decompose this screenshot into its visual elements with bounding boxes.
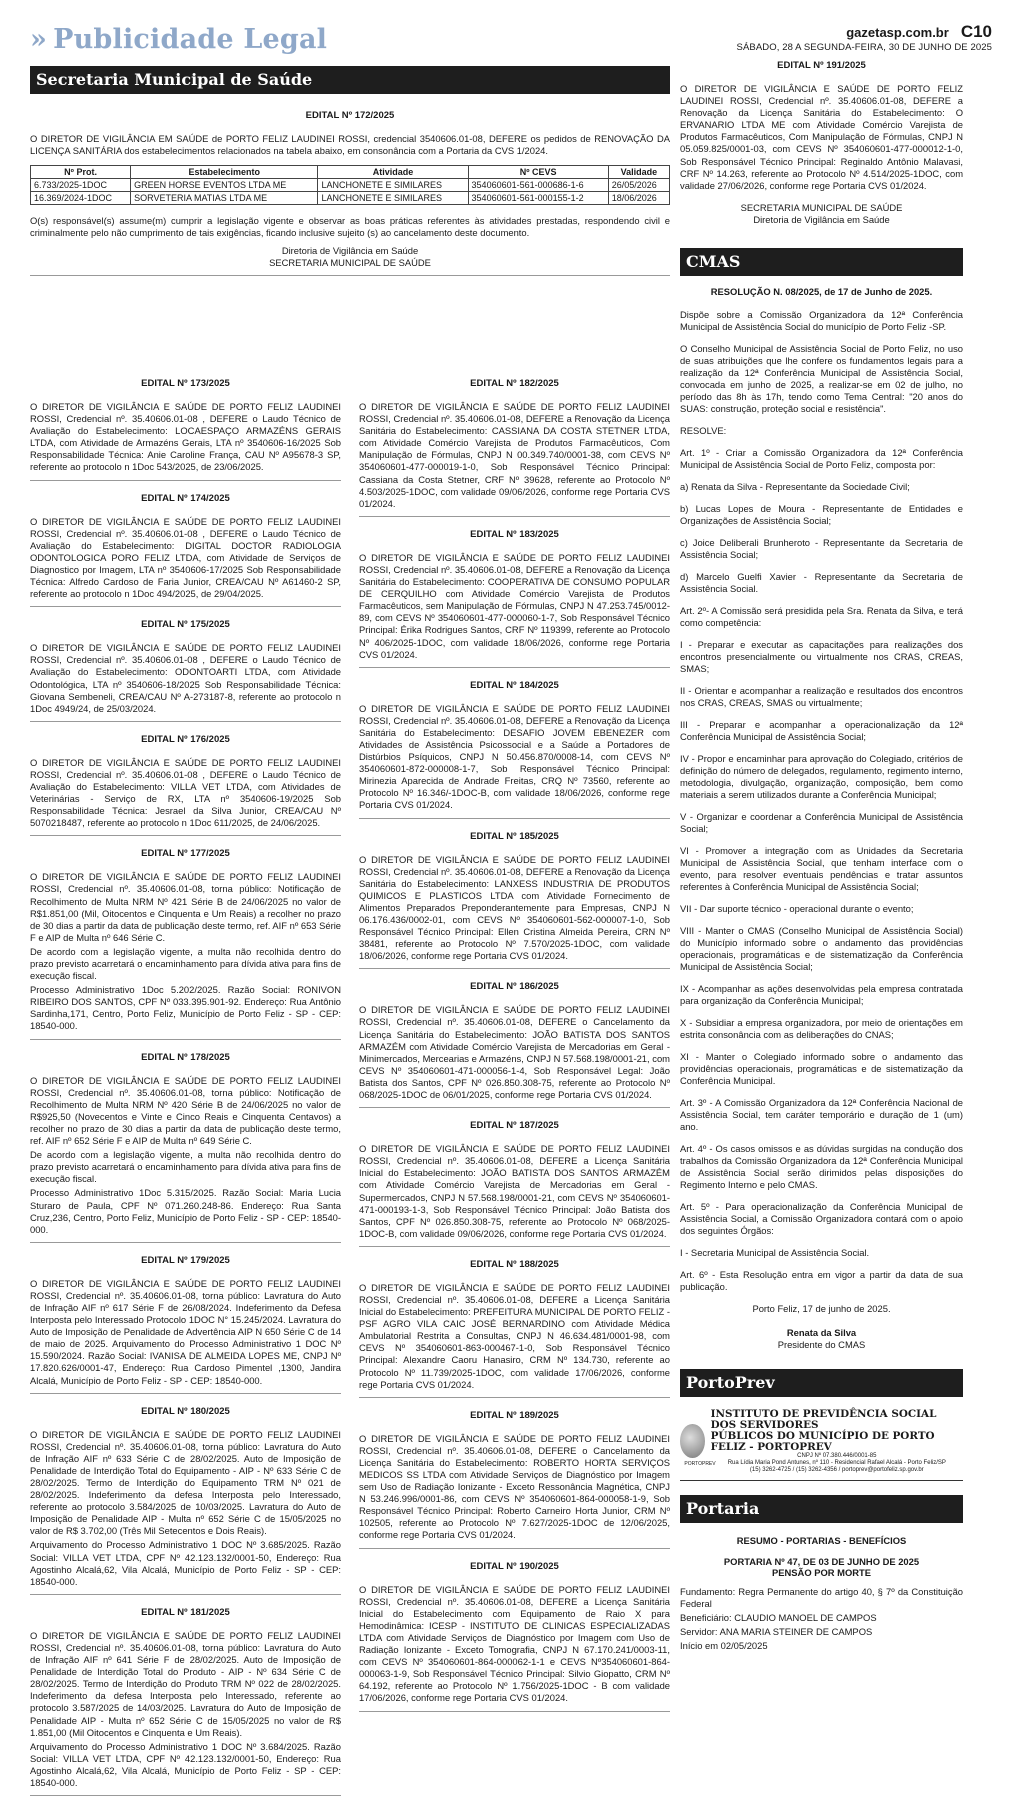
page-number: C10: [960, 22, 992, 41]
divider: [359, 516, 670, 517]
edital-title: EDITAL Nº 172/2025: [305, 110, 395, 121]
resolution-paragraph: VIII - Manter o CMAS (Conselho Municipal de Assistência Social) do Município informado sobre o andamento das providências operacionais, programáticas e de sistematização da Conferência Municipal de Assistência Social;: [680, 924, 963, 972]
institute-contact: (15) 3262-4725 / (15) 3262-4356 / portoprev@portofeliz.sp.gov.br: [749, 1466, 924, 1473]
resolution-paragraph: d) Marcelo Guelfi Xavier - Representante da Secretaria de Assistência Social.: [680, 570, 963, 594]
edital-block: [359, 529, 670, 668]
edital-paragraph: De acordo com a legislação vigente, a multa não recolhida dentro do prazo previsto acarretará o encaminhamento para dívida ativa para fins de execução fiscal.: [30, 1149, 341, 1185]
table-cell: 26/05/2026: [608, 179, 669, 192]
edital-paragraph: O DIRETOR DE VIGILÂNCIA E SAÚDE DE PORTO FELIZ LAUDINEI ROSSI, Credencial nº. 35.40606.01-08, DEFERE a Renovação da Licença Sanitária do Estabelecimento: COOPERATIVA DE CONSUMO POPULAR DE CERQUILHO com Atividade Comércio Varejista de Produtos Farmacêuticos, sem Manipulação de Fórmulas, CNPJ N 47.253.745/0012-89, com CEVS Nº 354060601-477-000060-1-7, Sob Responsável Técnico Principal: Érika Rodrigues Santos, CRF Nº 119399, referente ao Protocolo Nº 406/2025-1DOC, com validade 18/06/2026, conforme rege Portaria CVS 01/2024.: [359, 551, 670, 660]
divider: [359, 1107, 670, 1108]
resolution-paragraph: b) Lucas Lopes de Moura - Representante de Entidades e Organizações de Assistência Social;: [680, 502, 963, 526]
signature-line: SECRETARIA MUNICIPAL DE SAÚDE: [269, 257, 431, 269]
edital-block: [30, 1052, 341, 1243]
edital-title: EDITAL Nº 175/2025: [141, 619, 230, 631]
portaria-line: Servidor: ANA MARIA STEINER DE CAMPOS: [680, 1626, 873, 1638]
signature-line: Diretoria de Vigilância em Saúde: [753, 213, 890, 225]
portaria-subtitle: PENSÃO POR MORTE: [772, 1566, 871, 1578]
divider: [30, 275, 670, 276]
resolution-paragraph: RESOLVE:: [680, 424, 727, 436]
table-row: [31, 179, 670, 192]
resolution-paragraph: VI - Promover a integração com as Unidades da Secretaria Municipal de Assistência Social, que tenham interface com o evento, para resolver eventuais pendências e tratar assuntos referentes à Conferência Municipal de Assistência Social;: [680, 844, 963, 892]
table-cell: SORVETERIA MATIAS LTDA ME: [131, 192, 318, 205]
table-cell: 16.369/2024-1DOC: [31, 192, 131, 205]
resolution-paragraph: I - Secretaria Municipal de Assistência Social.: [680, 1246, 870, 1258]
edital-paragraph: O DIRETOR DE VIGILÂNCIA E SAÚDE DE PORTO FELIZ LAUDINEI ROSSI, Credencial nº. 35.40606.01-08, DEFERE a Renovação da Licença Sanitária do Estabelecimento: LANXESS INDUSTRIA DE PRODUTOS QUIMICOS E PLASTICOS LTDA com Atividade Fornecimento de Alimentos Preparados Preponderantemente para Empresas, CNPJ N 06.176.436/0002-01, com CEVS Nº 354060601-562-000007-1-0, Sob Responsável Técnico Principal: Ellen Cristina Almeida Pereira, CRN Nº 38481, referente ao Protocolo Nº 7.570/2025-1DOC, com validade 18/06/2026, conforme rege Portaria CVS 01/2024.: [359, 853, 670, 962]
table-cell: 6.733/2025-1DOC: [31, 179, 131, 192]
edital-title: EDITAL Nº 187/2025: [470, 1120, 559, 1132]
section-title: » Publicidade Legal: [30, 24, 328, 55]
edital-block: [359, 378, 670, 517]
resolution-paragraph: II - Orientar e acompanhar a realização e resultados dos encontros nos CRAS, CREAS, SMAS ou virtualmente;: [680, 684, 963, 708]
edital-title: EDITAL Nº 191/2025: [777, 60, 866, 71]
divider: [359, 818, 670, 819]
edital-paragraph: O DIRETOR DE VIGILÂNCIA E SAÚDE DE PORTO FELIZ LAUDINEI ROSSI, Credencial nº. 35.40606.01-08, torna público: Lavratura do Auto de Infração AIF nº 641 Série F de 28/02/2025. Auto de Imposição de Penalidade de Interdição Total do Produto - AIP - Nº 634 Série C de 28/02/2025. Termo de Interdição do Produto TRM Nº 022 de 28/02/2025. Indeferimento da defesa Interposta pelo Interessado, referente ao protocolo 3.587/2025 de 14/03/2025. Lavratura do Auto de Imposição de Penalidade AIP - Multa nº 652 Série C de 15/05/2025 no valor de R$ 1.851,00 (Mil Oitocentos e Cinquenta e Um Reais).: [30, 1629, 341, 1738]
section-header-portaria: Portaria: [680, 1495, 963, 1523]
table-row: [31, 192, 670, 205]
resolution-paragraph: c) Joice Deliberali Brunheroto - Representante da Secretaria de Assistência Social;: [680, 536, 963, 560]
edital-block: [359, 981, 670, 1108]
edital-paragraph: O DIRETOR DE VIGILÂNCIA E SAÚDE DE PORTO FELIZ LAUDINEI ROSSI, Credencial nº. 35.40606.01-08, DEFERE a Licença Sanitária Inicial do Estabelecimento com Equipamento de Raio X para Hemodinâmica: ICESP - INSTITUTO DE CLINICAS ESPECIALIZADAS LTDA com Atividade Serviços de Diagnóstico por Imagem com Uso de Radiação Ionizante - Exceto Tomografia, CNPJ N 67.170.241/0003-11, com CEVS Nº 354060601-864-000062-1-1 e CEVS Nº354060601-864-000063-1-9, Sob Responsável Técnico Principal: Silvio Giopatto, CRM Nº 64.192, referente ao Protocolo Nº 1.756/2025-1DOC - B com validade 17/06/2026, conforme rege Portaria CVS 01/2024.: [359, 1583, 670, 1704]
divider: [359, 667, 670, 668]
resolution-paragraph: V - Organizar e coordenar a Conferência Municipal de Assistência Social;: [680, 810, 963, 834]
divider: [30, 1393, 341, 1394]
edital-paragraph: O DIRETOR DE VIGILÂNCIA E SAÚDE DE PORTO FELIZ LAUDINEI ROSSI, Credencial nº. 35.40606.01-08, DEFERE a Licença Sanitária Inicial do Estabelecimento: PREFEITURA MUNICIPAL DE PORTO FELIZ - PSF AGRO VILA CAIC JOSÉ BERNARDINO com Atividade Médica Ambulatorial Restrita a Consultas, CNPJ N 46.634.481/0001-98, com CEVS Nº 354060601-863-000467-1-0, Sob Responsável Técnico Principal: Alexandre Caoru Hanasiro, CRM Nº 134.730, referente ao Protocolo Nº 11.739/2025-1DOC, com validade 17/06/2026, conforme rege Portaria CVS 01/2024.: [359, 1281, 670, 1390]
table-cell: LANCHONETE E SIMILARES: [318, 179, 468, 192]
table-header: Nº CEVS: [468, 166, 608, 179]
edital-block: [359, 1120, 670, 1247]
portoprev-banner: [680, 1403, 963, 1481]
resolution-paragraph: O Conselho Municipal de Assistência Social de Porto Feliz, no uso de suas atribuições que lhe confere os fundamentos legais para a realização da 12ª Conferência Municipal de Assistência Social, convocada em junho de 2025, a realizar-se em 02 de julho, no período das 8h às 17h, tendo como Tema Central: "20 anos do SUAS: construção, proteção social e resistência".: [680, 342, 963, 414]
edital-block: [30, 1406, 341, 1595]
edital-paragraph: Processo Administrativo 1Doc 5.315/2025. Razão Social: Maria Lucia Sturaro de Paula, CPF Nº 071.260.248-86. Endereço: Rua Santa Cruz,236, Centro, Porto Feliz, Município de Porto Feliz - SP - CEP: 18540-000.: [30, 1187, 341, 1235]
edital-paragraph: O DIRETOR DE VIGILÂNCIA E SAÚDE DE PORTO FELIZ LAUDINEI ROSSI, Credencial nº. 35.40606.01-08, torna público: Lavratura do Auto de Infração AIF nº 617 Série F de 26/08/2024. Indeferimento da Defesa Interposta pelo Interessado Protocolo 1DOC N° 15.245/2024. Lavratura do Auto de Imposição de Penalidade de Advertência AIP N 650 Série C de 14 de maio de 2025. Arquivamento do Processo Administrativo 1 DOC Nº 15.590/2024. Razão Social: IVANISA DE ALMEIDA LOPES ME, CNPJ Nº 17.820.626/0001-47, Endereço: Rua Cardoso Pimentel ,1300, Jandira Alcalá, Município de Porto Feliz - SP - CEP: 18540-000.: [30, 1277, 341, 1386]
divider: [30, 480, 341, 481]
edital-title: EDITAL Nº 185/2025: [470, 830, 559, 842]
institute-name: PÚBLICOS DO MUNICÍPIO DE PORTO FELIZ - PORTOPREV: [710, 1429, 935, 1453]
portaria-block: [680, 1535, 963, 1652]
portaria-line: Beneficiário: CLAUDIO MANOEL DE CAMPOS: [680, 1612, 877, 1624]
divider: [30, 606, 341, 607]
edital-text: O DIRETOR DE VIGILÂNCIA EM SAÚDE de PORTO FELIZ LAUDINEI ROSSI, credencial 3540606.01-08, DEFERE os pedidos de RENOVAÇÃO DA LICENÇA SANITÁRIA dos estabelecimentos relacionados na tabela abaixo, em consonância com a Portaria da CVS 1/2024.: [30, 133, 670, 157]
edital-paragraph: O DIRETOR DE VIGILÂNCIA E SAÚDE DE PORTO FELIZ LAUDINEI ROSSI, Credencial nº. 35.40606.01-08 , DEFERE o Laudo Técnico de Avaliação do Estabelecimento: DIGITAL DOCTOR RADIOLOGIA ODONTOLOGICA PORO FELIZ LTDA, com Atividade de Serviços de Diagnostico por Imagem, LTA nº 3540606-17/2025 Sob Responsabilidade Técnica: Alfredo Cardoso de Faria Junior, CREA/CAU Nº A61460-2 SP, referente ao protocolo n 1Doc 494/2025, de 29/04/2025.: [30, 515, 341, 600]
resolution-paragraph: VII - Dar suporte técnico - operacional durante o evento;: [680, 902, 914, 914]
logo-caption: PORTOPREV: [684, 1461, 716, 1468]
signer-name: Renata da Silva: [786, 1326, 857, 1338]
edital-paragraph: Arquivamento do Processo Administrativo 1 DOC Nº 3.684/2025. Razão Social: VILLA VET LTDA, CPF Nº 42.123.132/0001-50, Endereço: Rua Agostinho Alcalá,62, Vila Alcalá, Município de Porto Feliz - SP - CEP: 18540-000.: [30, 1740, 341, 1788]
divider: [359, 1711, 670, 1712]
edital-paragraph: Processo Administrativo 1Doc 5.202/2025. Razão Social: RONIVON RIBEIRO DOS SANTOS, CPF Nº 033.395.901-92. Endereço: Rua Antônio Sardinha,171, Centro, Porto Feliz, Município de Porto Feliz - SP - CEP: 18540-000.: [30, 984, 341, 1032]
resolution-paragraph: I - Preparar e executar as capacitações para realizações dos encontros presencialmente ou virtualmente nos CRAS, CREAS, SMAS;: [680, 638, 963, 674]
edital-title: EDITAL Nº 190/2025: [470, 1560, 559, 1572]
masthead-info: [737, 22, 992, 53]
table-cell: LANCHONETE E SIMILARES: [318, 192, 468, 205]
divider: [30, 1594, 341, 1595]
resolution-paragraph: XI - Manter o Colegiado informado sobre o andamento das providências operacionais, programáticas e de sistematização da Conferência Municipal.: [680, 1050, 963, 1086]
table-header: Estabelecimento: [131, 166, 318, 179]
edital-paragraph: O DIRETOR DE VIGILÂNCIA E SAÚDE DE PORTO FELIZ LAUDINEI ROSSI, Credencial nº. 35.40606.01-08 , DEFERE o Laudo Técnico de Avaliação do Estabelecimento: VILLA VET LTDA, com Atividades de Veterinárias - Serviço de RX, LTA nº 3540606-19/2025 Sob Responsabilidade Técnica: Jesrael da Silva Junior, CREA/CAU Nº 5070218487, referente ao protocolo n 1Doc 611/2025, de 24/06/2025.: [30, 756, 341, 829]
edital-paragraph: Arquivamento do Processo Administrativo 1 DOC Nº 3.685/2025. Razão Social: VILLA VET LTDA, CPF Nº 42.123.132/0001-50, Endereço: Rua Agostinho Alcalá,62, Vila Alcalá, Município de Porto Feliz - SP - CEP: 18540-000.: [30, 1539, 341, 1587]
edital-block: [359, 1561, 670, 1712]
edital-title: EDITAL Nº 183/2025: [470, 528, 559, 540]
edital-title: EDITAL Nº 182/2025: [470, 378, 559, 389]
table-header: Atividade: [318, 166, 468, 179]
edital-block: [359, 680, 670, 819]
edital-191: [680, 60, 963, 226]
resolution-paragraph: IV - Propor e encaminhar para aprovação do Colegiado, critérios de definição do número de delegados, regulamento, regimento interno, metodologia, divulgação, organização, composição, bem como materiais a serem utilizados durante a Conferência Municipal;: [680, 752, 963, 800]
left-area: [30, 66, 670, 1788]
edital-paragraph: O DIRETOR DE VIGILÂNCIA E SAÚDE DE PORTO FELIZ LAUDINEI ROSSI, Credencial nº. 35.40606.01-08, DEFERE a Renovação da Licença Sanitária do Estabelecimento: CASSIANA DA COSTA STETNER LTDA, com Atividade Comércio Varejista de Produtos Farmacêuticos, Com Manipulação de Fórmulas, CNPJ N 00.349.740/0001-38, com CEVS Nº 354060601-477-000019-1-0, Sob Responsável Técnico Principal: Cassiana da Costa Stetner, CRF Nº 39628, referente ao Protocolo Nº 4.503/2025-1DOC, com validade 09/06/2026, conforme rege Portaria CVS 01/2024.: [359, 401, 670, 509]
edital-paragraph: O DIRETOR DE VIGILÂNCIA E SAÚDE DE PORTO FELIZ LAUDINEI ROSSI, Credencial nº. 35.40606.01-08 , DEFERE o Laudo Técnico de Avaliação do Estabelecimento: LOCAESPAÇO ARMAZÉNS GERAIS LTDA, com Atividade de Armazéns Gerais, LTA nº 3540606-16/2025 Sob Responsabilidade Técnica: Anie Caroline França, CAU Nº A95678-3 SP, referente ao protocolo n 1Doc 543/2025, de 23/06/2025.: [30, 401, 341, 473]
edital-title: EDITAL Nº 176/2025: [141, 733, 230, 745]
portaria-line: Fundamento: Regra Permanente do artigo 40, § 7º da Constituição Federal: [680, 1585, 963, 1609]
divider: [30, 721, 341, 722]
edital-paragraph: O DIRETOR DE VIGILÂNCIA E SAÚDE DE PORTO FELIZ LAUDINEI ROSSI, Credencial nº. 35.40606.01-08, DEFERE a Licença Sanitária Inicial do Estabelecimento: JOÃO BATISTA DOS SANTOS ARMAZÉM com Atividade Comércio Varejista de Mercadorias em Geral - Supermercados, CNPJ N 57.568.198/0001-21, com CEVS Nº 354060601-471-000193-1-3, Sob Responsável Técnico Principal: João Batista dos Santos, CPF Nº 026.850.308-75, referente ao Protocolo Nº 068/2025-1DOC-B, com validade 09/06/2026, conforme rege Portaria CVS 01/2024.: [359, 1143, 670, 1239]
double-chevron-icon: »: [30, 24, 48, 55]
issue-date: SÁBADO, 28 A SEGUNDA-FEIRA, 30 DE JUNHO DE 2025: [736, 42, 992, 53]
portaria-title: PORTARIA Nº 47, DE 03 DE JUNHO DE 2025: [723, 1555, 920, 1567]
table-cell: 18/06/2026: [608, 192, 669, 205]
edital-title: EDITAL Nº 178/2025: [141, 1051, 230, 1063]
edital-block: [30, 378, 341, 481]
table-header: Nº Prot.: [31, 166, 131, 179]
divider: [30, 1795, 341, 1796]
institute-address: Rua Lídia Maria Pond Antunes, nº 110 - Residencial Rafael Alcalá - Porto Feliz/SP: [727, 1459, 946, 1466]
edital-block: [359, 831, 670, 970]
resolution-paragraph: IX - Acompanhar as ações desenvolvidas pela empresa contratada para organização da Conferência Municipal;: [680, 982, 963, 1006]
divider: [359, 1548, 670, 1549]
resolution-paragraph: X - Subsidiar a empresa organizadora, por meio de orientações em estrita consonância com as deliberações do CNAS;: [680, 1016, 963, 1040]
divider: [30, 1039, 341, 1040]
edital-title: EDITAL Nº 181/2025: [141, 1606, 230, 1618]
edital-block: [30, 734, 341, 837]
institute-cnpj: CNPJ Nº 07.380.446/0001-85: [797, 1452, 877, 1459]
edital-title: EDITAL Nº 173/2025: [141, 378, 230, 389]
table-cell: 354060601-561-000155-1-2: [468, 192, 608, 205]
divider: [359, 1397, 670, 1398]
establishments-table: [30, 165, 670, 205]
edital-title: EDITAL Nº 177/2025: [141, 848, 230, 860]
edital-title: EDITAL Nº 186/2025: [470, 981, 559, 993]
resolution-paragraph: Art. 3º - A Comissão Organizadora da 12ª Conferência Nacional de Assistência Social, tem caráter temporário e duração de 1 (um) ano.: [680, 1096, 963, 1132]
section-header-cmas: CMAS: [680, 248, 963, 276]
divider: [30, 1242, 341, 1243]
edital-block: [30, 619, 341, 722]
edital-title: EDITAL Nº 184/2025: [470, 679, 559, 691]
edital-paragraph: O DIRETOR DE VIGILÂNCIA E SAÚDE DE PORTO FELIZ LAUDINEI ROSSI, Credencial nº. 35.40606.01-08, DEFERE o Cancelamento da Licença Sanitária do Estabelecimento: JOÃO BATISTA DOS SANTOS ARMAZÉM com Atividade Comércio Varejista de Mercadorias em Geral - Minimercados, Mercearias e Armazéns, CNPJ N 57.568.198/0001-21, com CEVS Nº 354060601-471-000056-1-4, Sob Responsável Legal: João Batista dos Santos, CPF Nº 026.850.308-75, referente ao Protocolo Nº 068/2025-1DOC de 06/01/2025, conforme rege Portaria CVS 01/2024.: [359, 1004, 670, 1101]
edital-block: [30, 493, 341, 608]
edital-note: O(s) responsável(s) assume(m) cumprir a legislação vigente e observar as boas práticas referentes às atividades prestadas, respondendo civil e criminalmente pelo não cumprimento de tais exigências, ficando inclusive sujeito (s) ao cancelamento deste documento.: [30, 215, 670, 239]
resolution-paragraph: Art. 1º - Criar a Comissão Organizadora da 12ª Conferência Municipal de Assistência Social de Porto Feliz, composta por:: [680, 446, 963, 470]
site-link[interactable]: gazetasp.com.br: [846, 25, 949, 40]
portoprev-logo-icon: [680, 1424, 716, 1468]
editais-column-a: [30, 366, 341, 1802]
divider: [30, 835, 341, 836]
signature-line: Diretoria de Vigilância em Saúde: [281, 245, 419, 257]
cmas-resolution: [680, 286, 963, 1351]
edital-paragraph: O DIRETOR DE VIGILÂNCIA E SAÚDE DE PORTO FELIZ LAUDINEI ROSSI, Credencial nº. 35.40606.01-08, torna público: Notificação de Recolhimento de Multa NRM Nº 421 Série B de 24/06/2025 no valor de R$1.851,00 (Mil, Oitocentos e Cinquenta e Um Reais) a recolher no prazo de 30 dias a partir da data de publicação deste termo, ref. AIF nº 653 Série F e AIP de Multa nº 646 Série C.: [30, 871, 341, 943]
right-area: [680, 60, 963, 1776]
edital-block: [359, 1259, 670, 1398]
divider: [359, 968, 670, 969]
resolution-paragraph: III - Preparar e acompanhar a operacionalização da 12ª Conferência Municipal de Assistência Social;: [680, 718, 963, 742]
resolution-paragraph: Art. 2º- A Comissão será presidida pela Sra. Renata da Silva, e terá como competência:: [680, 604, 963, 628]
edital-172: [30, 110, 670, 269]
edital-title: EDITAL Nº 188/2025: [470, 1258, 559, 1270]
edital-title: EDITAL Nº 180/2025: [141, 1405, 230, 1417]
resolution-title: RESOLUÇÃO N. 08/2025, de 17 de Junho de 2025.: [710, 285, 933, 297]
resolution-paragraph: Art. 6º - Esta Resolução entra em vigor a partir da data de sua publicação.: [680, 1268, 963, 1292]
edital-block: [30, 1255, 341, 1394]
edital-title: EDITAL Nº 179/2025: [141, 1254, 230, 1266]
resolution-paragraph: Art. 4º - Os casos omissos e as dúvidas surgidas na condução dos trabalhos da Comissão Organizadora da 12ª Conferência Municipal de Assistência Social serão dirimidos pelas disposições do Regimento Interno e pelo CMAS.: [680, 1142, 963, 1190]
edital-block: [359, 1410, 670, 1549]
edital-text: O DIRETOR DE VIGILÂNCIA E SAÚDE DE PORTO FELIZ LAUDINEI ROSSI, Credencial nº. 35.40606.01-08, DEFERE a Renovação da Licença Sanitária do Estabelecimento: O ERVANARIO LTDA ME com Atividade Comércio Varejista de Produtos Farmacêuticos, Com Manipulação de Fórmulas, CNPJ N 05.059.825/0001-03, com CEVS Nº 354060601-477-000012-1-0, Sob Responsável Técnico Principal: Reginaldo Antônio Malavasi, CRF Nº 14.263, referente ao Protocolo Nº 4.514/2025-1DOC, com validade 27/06/2026, conforme rege Portaria CVS 01/2024.: [680, 83, 963, 191]
edital-paragraph: O DIRETOR DE VIGILÂNCIA E SAÚDE DE PORTO FELIZ LAUDINEI ROSSI, Credencial nº. 35.40606.01-08, torna público: Lavratura do Auto de Infração AIF nº 633 Série C de 28/02/2025. Auto de Imposição de Penalidade de Interdição Total do Equipamento - AIP - Nº 633 Série C de 28/02/2025. Termo de Interdição do Equipamento TRM Nº 021 de 28/02/2025. Indeferimento da defesa Interposta pelo Interessado, referente ao protocolo 3.584/2025 de 10/03/2025. Lavratura do Auto de Imposição de Penalidade AIP - Multa nº 652 Série C de 15/05/2025 no valor de R$ 3.702,00 (Três Mil Setecentos e Dois Reais).: [30, 1428, 341, 1537]
edital-paragraph: O DIRETOR DE VIGILÂNCIA E SAÚDE DE PORTO FELIZ LAUDINEI ROSSI, Credencial nº. 35.40606.01-08 , DEFERE o Laudo Técnico de Avaliação do Estabelecimento: ODONTOARTI LTDA, com Atividade Odontológica, LTA nº 3540606-18/2025 Sob Responsabilidade Técnica: Giovana Sembeneli, CREA/CAU Nº A-273187-8, referente ao protocolo n 1Doc 4949/24, de 25/03/2024.: [30, 642, 341, 714]
resolution-body: [680, 309, 963, 1293]
signer-role: Presidente do CMAS: [777, 1338, 866, 1350]
section-header-saude: Secretaria Municipal de Saúde: [30, 66, 670, 94]
resolution-paragraph: a) Renata da Silva - Representante da Sociedade Civil;: [680, 480, 910, 492]
edital-title: EDITAL Nº 174/2025: [141, 492, 230, 504]
place-date: Porto Feliz, 17 de junho de 2025.: [752, 1302, 891, 1314]
resolution-paragraph: Art. 5º - Para operacionalização da Conferência Municipal de Assistência Social, a Comissão Organizadora contará com o apoio dos seguintes Órgãos:: [680, 1200, 963, 1236]
portaria-summary-title: RESUMO - PORTARIAS - BENEFÍCIOS: [736, 1534, 907, 1546]
edital-block: [30, 1607, 341, 1796]
signature-line: SECRETARIA MUNICIPAL DE SAÚDE: [740, 201, 903, 213]
edital-paragraph: De acordo com a legislação vigente, a multa não recolhida dentro do prazo previsto acarretará o encaminhamento para dívida ativa para fins de execução fiscal.: [30, 945, 341, 982]
resolution-paragraph: Dispõe sobre a Comissão Organizadora da 12ª Conferência Municipal de Assistência Social do município de Porto Feliz -SP.: [680, 308, 963, 332]
table-header: Validade: [608, 166, 669, 179]
edital-paragraph: O DIRETOR DE VIGILÂNCIA E SAÚDE DE PORTO FELIZ LAUDINEI ROSSI, Credencial nº. 35.40606.01-08, torna público: Notificação de Recolhimento de Multa NRM Nº 420 Série B de 24/06/2025 no valor de R$925,50 (Novecentos e Vinte e Cinco Reais e Cinquenta Centavos) a recolher no prazo de 30 dias a partir da data de publicação deste termo, ref. AIF nº 652 Série F e AIP de Multa nº 649 Série C.: [30, 1074, 341, 1147]
portaria-line: Início em 02/05/2025: [680, 1640, 768, 1652]
masthead: [30, 20, 992, 62]
edital-paragraph: O DIRETOR DE VIGILÂNCIA E SAÚDE DE PORTO FELIZ LAUDINEI ROSSI, Credencial nº. 35.40606.01-08, DEFERE a Renovação da Licença Sanitária do Estabelecimento: DESAFIO JOVEM EBENEZER com Atividades de Assistência Psicossocial e a Saúde a Portadores de Distúrbios Psíquicos, CNPJ N 50.456.870/0008-14, com CEVS Nº 354060601-872-000008-1-7, Sob Responsável Técnico Principal: Mirinezia Aparecida de Andrade Freitas, CRQ Nº 73560, referente ao Protocolo Nº 16.346/-1DOC-B, com validade 18/06/2026, conforme rege Portaria CVS 01/2024.: [359, 702, 670, 811]
section-header-portoprev: PortoPrev: [680, 1369, 963, 1397]
table-cell: GREEN HORSE EVENTOS LTDA ME: [131, 179, 318, 192]
table-cell: 354060601-561-000686-1-6: [468, 179, 608, 192]
edital-title: EDITAL Nº 189/2025: [470, 1409, 559, 1421]
divider: [359, 1246, 670, 1247]
edital-block: [30, 848, 341, 1039]
editais-column-b: [359, 366, 670, 1718]
institute-name: INSTITUTO DE PREVIDÊNCIA SOCIAL DOS SERVIDORES: [710, 1407, 937, 1431]
edital-paragraph: O DIRETOR DE VIGILÂNCIA E SAÚDE DE PORTO FELIZ LAUDINEI ROSSI, Credencial nº. 35.40606.01-08, DEFERE o Cancelamento da Licença Sanitária do Estabelecimento: ROBERTO HORTA SERVIÇOS MEDICOS SS LTDA com Atividade Serviços de Diagnóstico por Imagem sem Uso de Radiação Ionizante - Exceto Ressonância Magnética, CNPJ N 53.246.996/0001-86, com CEVS Nº 354060601-864-000058-1-9, Sob Responsável Técnico Principal: Roberto Carneiro Horta Junior, CRM Nº 102505, referente ao Protocolo Nº 7.627/2025-1DOC de 12/06/2025, conforme rege Portaria CVS 01/2024.: [359, 1432, 670, 1541]
